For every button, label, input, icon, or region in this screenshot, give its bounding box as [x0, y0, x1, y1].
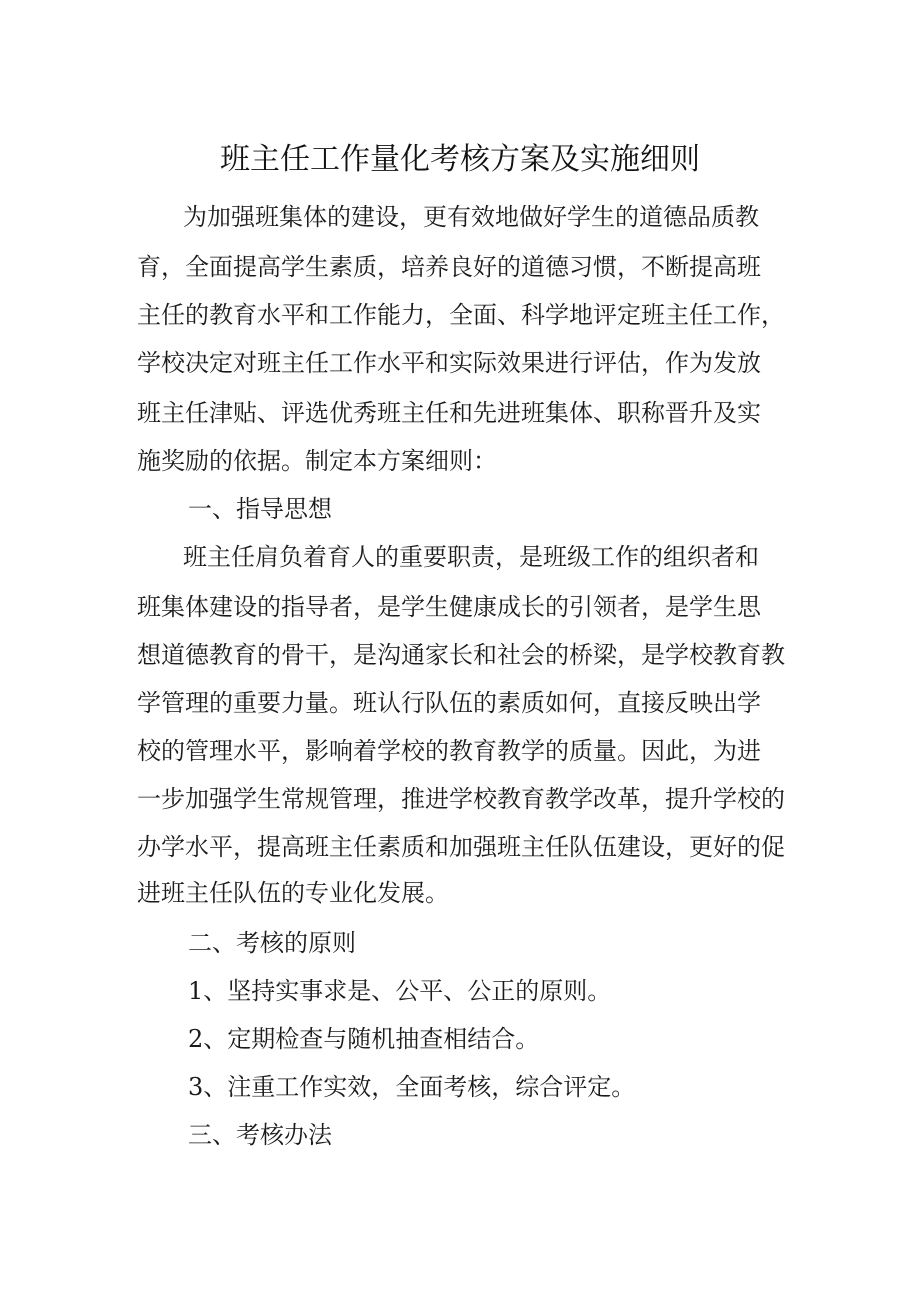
section-heading: 一、指导思想 — [188, 495, 332, 523]
paragraph-line: 办学水平，提高班主任素质和加强班主任队伍建设，更好的促 — [137, 833, 785, 861]
paragraph-line: 班主任肩负着育人的重要职责，是班级工作的组织者和 — [183, 543, 759, 571]
paragraph-line: 班主任津贴、评选优秀班主任和先进班集体、职称晋升及实 — [137, 399, 761, 427]
paragraph-line: 校的管理水平，影响着学校的教育教学的质量。因此，为进 — [137, 737, 761, 765]
paragraph-line: 施奖励的依据。制定本方案细则： — [137, 447, 497, 475]
paragraph-line: 一步加强学生常规管理，推进学校教育教学改革，提升学校的 — [137, 785, 785, 813]
paragraph-line: 学管理的重要力量。班认行队伍的素质如何，直接反映出学 — [137, 689, 761, 717]
paragraph-line: 育，全面提高学生素质，培养良好的道德习惯，不断提高班 — [137, 253, 761, 281]
list-item: 1、坚持实事求是、公平、公正的原则。 — [188, 977, 612, 1005]
document-title: 班主任工作量化考核方案及实施细则 — [220, 142, 700, 177]
paragraph-line: 学校决定对班主任工作水平和实际效果进行评估，作为发放 — [137, 349, 761, 377]
paragraph-line: 进班主任队伍的专业化发展。 — [137, 879, 449, 907]
paragraph-line: 班集体建设的指导者，是学生健康成长的引领者，是学生思 — [137, 593, 761, 621]
list-item: 2、定期检查与随机抽查相结合。 — [188, 1025, 540, 1053]
paragraph-line: 为加强班集体的建设，更有效地做好学生的道德品质教 — [183, 203, 759, 231]
section-heading: 二、考核的原则 — [188, 929, 356, 957]
paragraph-line: 主任的教育水平和工作能力，全面、科学地评定班主任工作， — [137, 301, 785, 329]
section-heading: 三、考核办法 — [188, 1121, 332, 1149]
paragraph-line: 想道德教育的骨干，是沟通家长和社会的桥梁，是学校教育教 — [137, 641, 785, 669]
list-item: 3、注重工作实效，全面考核，综合评定。 — [188, 1073, 636, 1101]
